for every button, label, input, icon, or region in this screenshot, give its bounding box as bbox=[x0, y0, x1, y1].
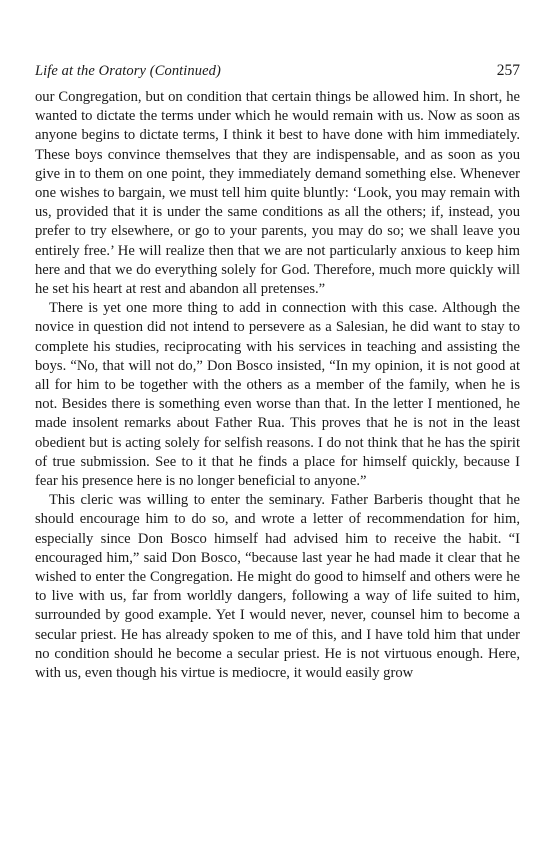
running-title: Life at the Oratory (Continued) bbox=[35, 63, 221, 79]
running-head bbox=[35, 62, 520, 86]
page-number: 257 bbox=[496, 62, 520, 79]
body-text bbox=[35, 88, 520, 683]
paragraph-cleric-seminary: This cleric was willing to enter the seminary. Father Barberis thought that he should encourage him to do so, and wrote a letter of recommendation for him, especially since Don Bosco himself had advised him to receive the habit. “I encouraged him,” said Don Bosco, “because last year he had made it clear that he wished to enter the Congregation. He might do good to himself and others were he to live with us, far from worldly dangers, following a way of life suited to him, surrounded by good example. Yet I would never, never, counsel him to become a secular priest. He has already spoken to me of this, and I have told him that under no condition should he become a secular priest. He is not virtuous enough. Here, with us, even though his virtue is mediocre, it would easily grow bbox=[35, 492, 520, 682]
book-page bbox=[35, 62, 520, 683]
paragraph-novice-case: There is yet one more thing to add in connection with this case. Although the novice in question did not intend to persevere as a Salesian, he did want to stay to complete his studies, reciprocating with his services in teaching and assisting the boys. “No, that will not do,” Don Bosco insisted, “In my opinion, it is not good at all for him to be together with the others as a member of the family, when he is not. Besides there is something even worse than that. In the letter I mentioned, he made insolent remarks about Father Rua. This proves that he is not in the least obedient but is acting solely for selfish reasons. I do not think that he has the spirit of true submission. See to it that he finds a place for himself quickly, because I fear his presence here is no longer beneficial to anyone.” bbox=[35, 300, 520, 490]
paragraph-continued: our Congregation, but on condition that certain things be allowed him. In short, he wanted to dictate the terms under which he would remain with us. Now as soon as anyone begins to dictate terms, I think it best to have done with him immediately. These boys convince themselves that they are indispensable, and as soon as you give in to them on one point, they immediately demand something else. Whenever one wishes to bargain, we must tell him quite bluntly: ‘Look, you may remain with us, provided that it is under the same conditions as all the others; if, instead, you prefer to try elsewhere, or go to your parents, you may do so; we shall leave you entirely free.’ He will realize then that we are not particularly anxious to keep him here and that we do everything solely for God. Therefore, much more quickly will he set his heart at rest and abandon all pretenses.” bbox=[35, 89, 520, 298]
